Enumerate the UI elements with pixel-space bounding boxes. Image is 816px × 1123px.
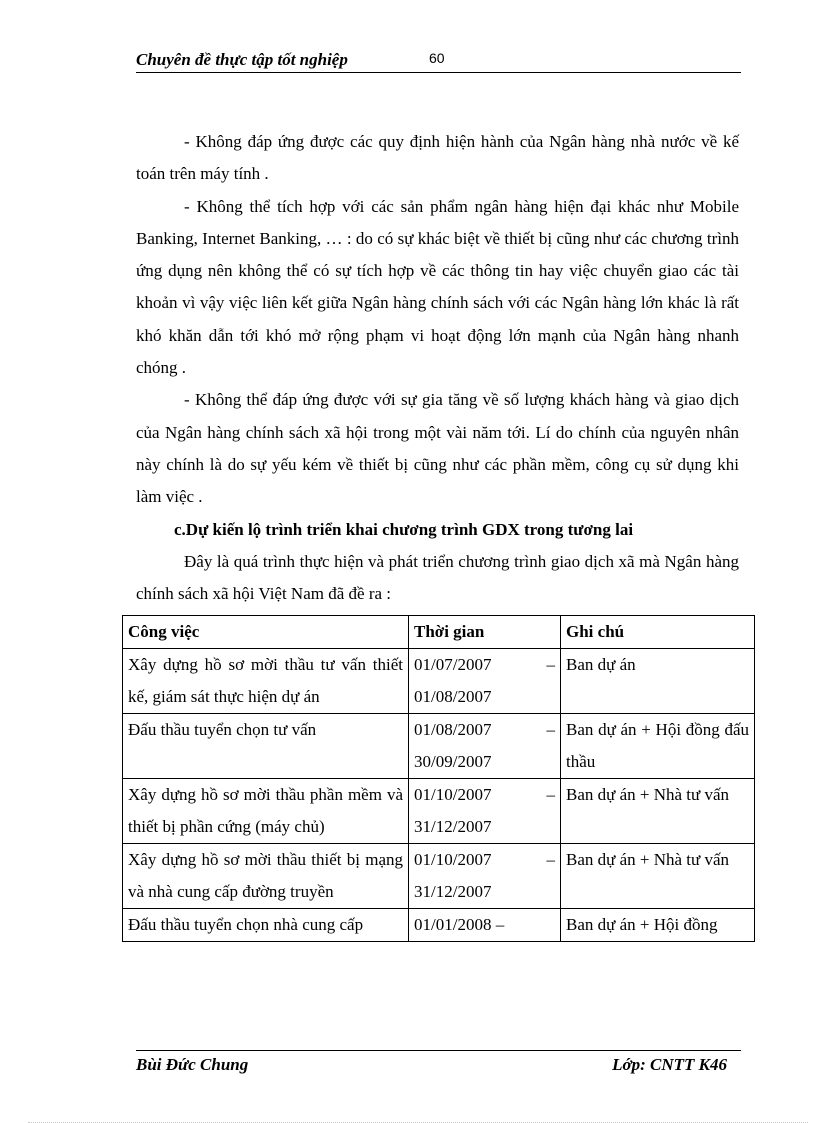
- page-footer: [136, 1050, 741, 1079]
- time-cell: 01/10/2007 – 31/12/2007: [409, 779, 561, 844]
- table-row: [123, 779, 755, 844]
- note-cell: Ban dự án + Hội đồng đấu thầu: [561, 714, 755, 779]
- note-cell: Ban dự án + Nhà tư vấn: [561, 779, 755, 844]
- table-row: [123, 909, 755, 942]
- column-header-time: Thời gian: [409, 616, 561, 649]
- page-number: 60: [429, 50, 445, 66]
- task-cell: Đấu thầu tuyển chọn nhà cung cấp: [123, 909, 409, 942]
- column-header-task: Công việc: [123, 616, 409, 649]
- header-title: Chuyên đề thực tập tốt nghiệp: [136, 50, 348, 69]
- footer-class: Lớp: CNTT K46: [612, 1055, 727, 1074]
- task-cell: Xây dựng hồ sơ mời thầu phần mềm và thiết bị phần cứng (máy chủ): [123, 779, 409, 844]
- paragraph: - Không thể tích hợp với các sản phẩm ngân hàng hiện đại khác như Mobile Banking, Internet Banking, … : do có sự khác biệt về thiết bị cũng như các chương trình ứng dụng nên không thể có sự tích hợp về các thông tin hay việc chuyển giao các tài khoản vì vậy việc liên kết giữa Ngân hàng chính sách với các Ngân hàng lớn khác là rất khó khăn dẫn tới khó mở rộng phạm vi hoạt động lớn mạnh của Ngân hàng nhanh chóng .: [136, 196, 739, 378]
- intro-paragraph: Đây là quá trình thực hiện và phát triển chương trình giao dịch xã mà Ngân hàng chính sách xã hội Việt Nam đã đề ra :: [136, 551, 739, 604]
- table-header-row: [123, 616, 755, 649]
- task-cell: Xây dựng hồ sơ mời thầu tư vấn thiết kế, giám sát thực hiện dự án: [123, 649, 409, 714]
- note-cell: Ban dự án + Nhà tư vấn: [561, 844, 755, 909]
- document-body: [136, 126, 739, 610]
- time-cell: 01/01/2008 –: [409, 909, 561, 942]
- time-cell: 01/07/2007 – 01/08/2007: [409, 649, 561, 714]
- roadmap-table: [122, 615, 755, 942]
- column-header-note: Ghi chú: [561, 616, 755, 649]
- paragraph: - Không thể đáp ứng được với sự gia tăng về số lượng khách hàng và giao dịch của Ngân hàng chính sách xã hội trong một vài năm tới. Lí do chính của nguyên nhân này chính là do sự yếu kém về thiết bị cũng như các phần mềm, công cụ sử dụng khi làm việc .: [136, 390, 739, 507]
- note-cell: Ban dự án + Hội đồng: [561, 909, 755, 942]
- page-header: [136, 48, 741, 73]
- table-row: [123, 844, 755, 909]
- table-row: [123, 714, 755, 779]
- time-cell: 01/10/2007 – 31/12/2007: [409, 844, 561, 909]
- note-cell: Ban dự án: [561, 649, 755, 714]
- section-heading: c.Dự kiến lộ trình triển khai chương trình GDX trong tương lai: [174, 519, 634, 539]
- time-cell: 01/08/2007 – 30/09/2007: [409, 714, 561, 779]
- footer-author: Bùi Đức Chung: [136, 1055, 249, 1074]
- task-cell: Đấu thầu tuyển chọn tư vấn: [123, 714, 409, 779]
- task-cell: Xây dựng hồ sơ mời thầu thiết bị mạng và nhà cung cấp đường truyền: [123, 844, 409, 909]
- paragraph: - Không đáp ứng được các quy định hiện hành của Ngân hàng nhà nước về kế toán trên máy tính .: [136, 132, 739, 184]
- table-row: [123, 649, 755, 714]
